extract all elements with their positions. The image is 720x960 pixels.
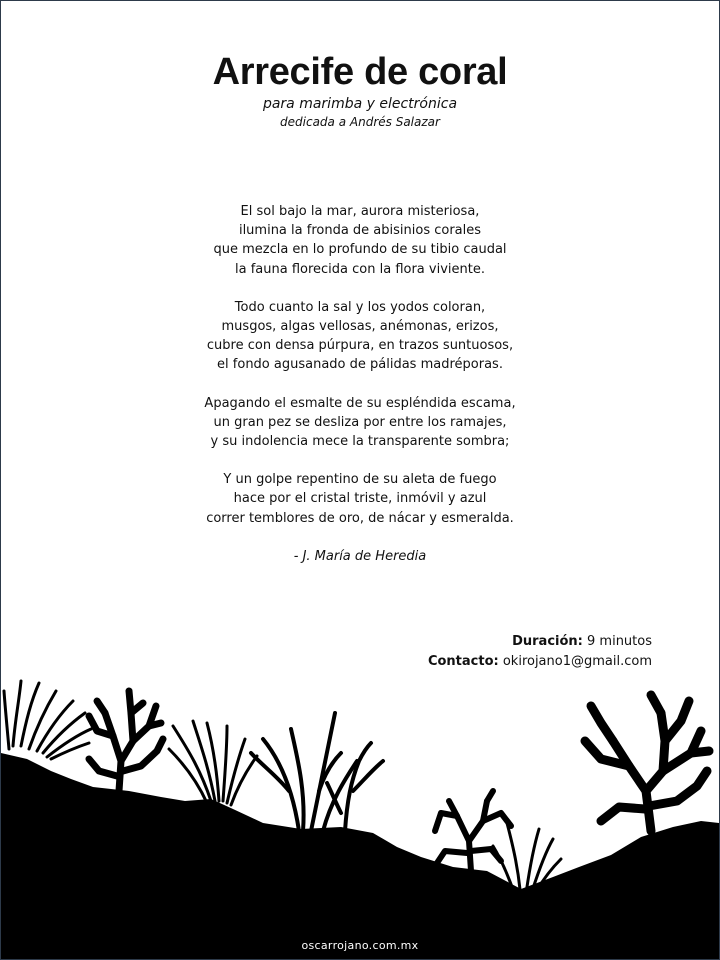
- poem-line: la fauna florecida con la flora viviente.: [235, 261, 485, 277]
- poem-line: Y un golpe repentino de su aleta de fuego: [223, 472, 497, 488]
- poem-line: que mezcla en lo profundo de su tibio caudal: [213, 242, 507, 258]
- duration-label: Duración:: [512, 634, 583, 649]
- poem-line: correr temblores de oro, de nácar y esmeralda.: [206, 510, 514, 526]
- poem-line: un gran pez se desliza por entre los ramajes,: [213, 414, 507, 430]
- poem-line: hace por el cristal triste, inmóvil y azul: [233, 491, 487, 507]
- branching-coral-left: [89, 691, 163, 791]
- poem-line: Apagando el esmalte de su espléndida escama,: [204, 395, 516, 411]
- sea-fan-left: [4, 681, 91, 759]
- poem-line: cubre con densa púrpura, en trazos suntuosos,: [206, 338, 514, 354]
- duration-value: 9 minutos: [587, 634, 652, 649]
- coral-reef-silhouette: [1, 1, 719, 959]
- poem-line: y su indolencia mece la transparente sombra;: [210, 434, 510, 450]
- website-footer[interactable]: oscarrojano.com.mx: [301, 939, 419, 952]
- poem-author: - J. María de Heredia: [293, 549, 427, 564]
- sea-plume-center-left: [169, 721, 257, 805]
- poem-line: musgos, algas vellosas, anémonas, erizos,: [221, 319, 499, 335]
- contact-email[interactable]: okirojano1@gmail.com: [502, 654, 652, 669]
- instrumentation-subtitle: para marimba y electrónica: [262, 96, 458, 112]
- poem-line: El sol bajo la mar, aurora misteriosa,: [240, 204, 480, 219]
- staghorn-coral-right: [585, 695, 709, 831]
- poem-line: ilumina la fronda de abisinios corales: [238, 223, 482, 239]
- contact-label: Contacto:: [427, 654, 499, 669]
- dedication-line: dedicada a Andrés Salazar: [280, 115, 440, 129]
- whip-coral-center: [251, 713, 383, 831]
- page-title: Arrecife de coral: [212, 51, 508, 93]
- poem-line: Todo cuanto la sal y los yodos coloran,: [234, 299, 486, 315]
- poem-line: el fondo agusanado de pálidas madréporas.: [217, 357, 503, 373]
